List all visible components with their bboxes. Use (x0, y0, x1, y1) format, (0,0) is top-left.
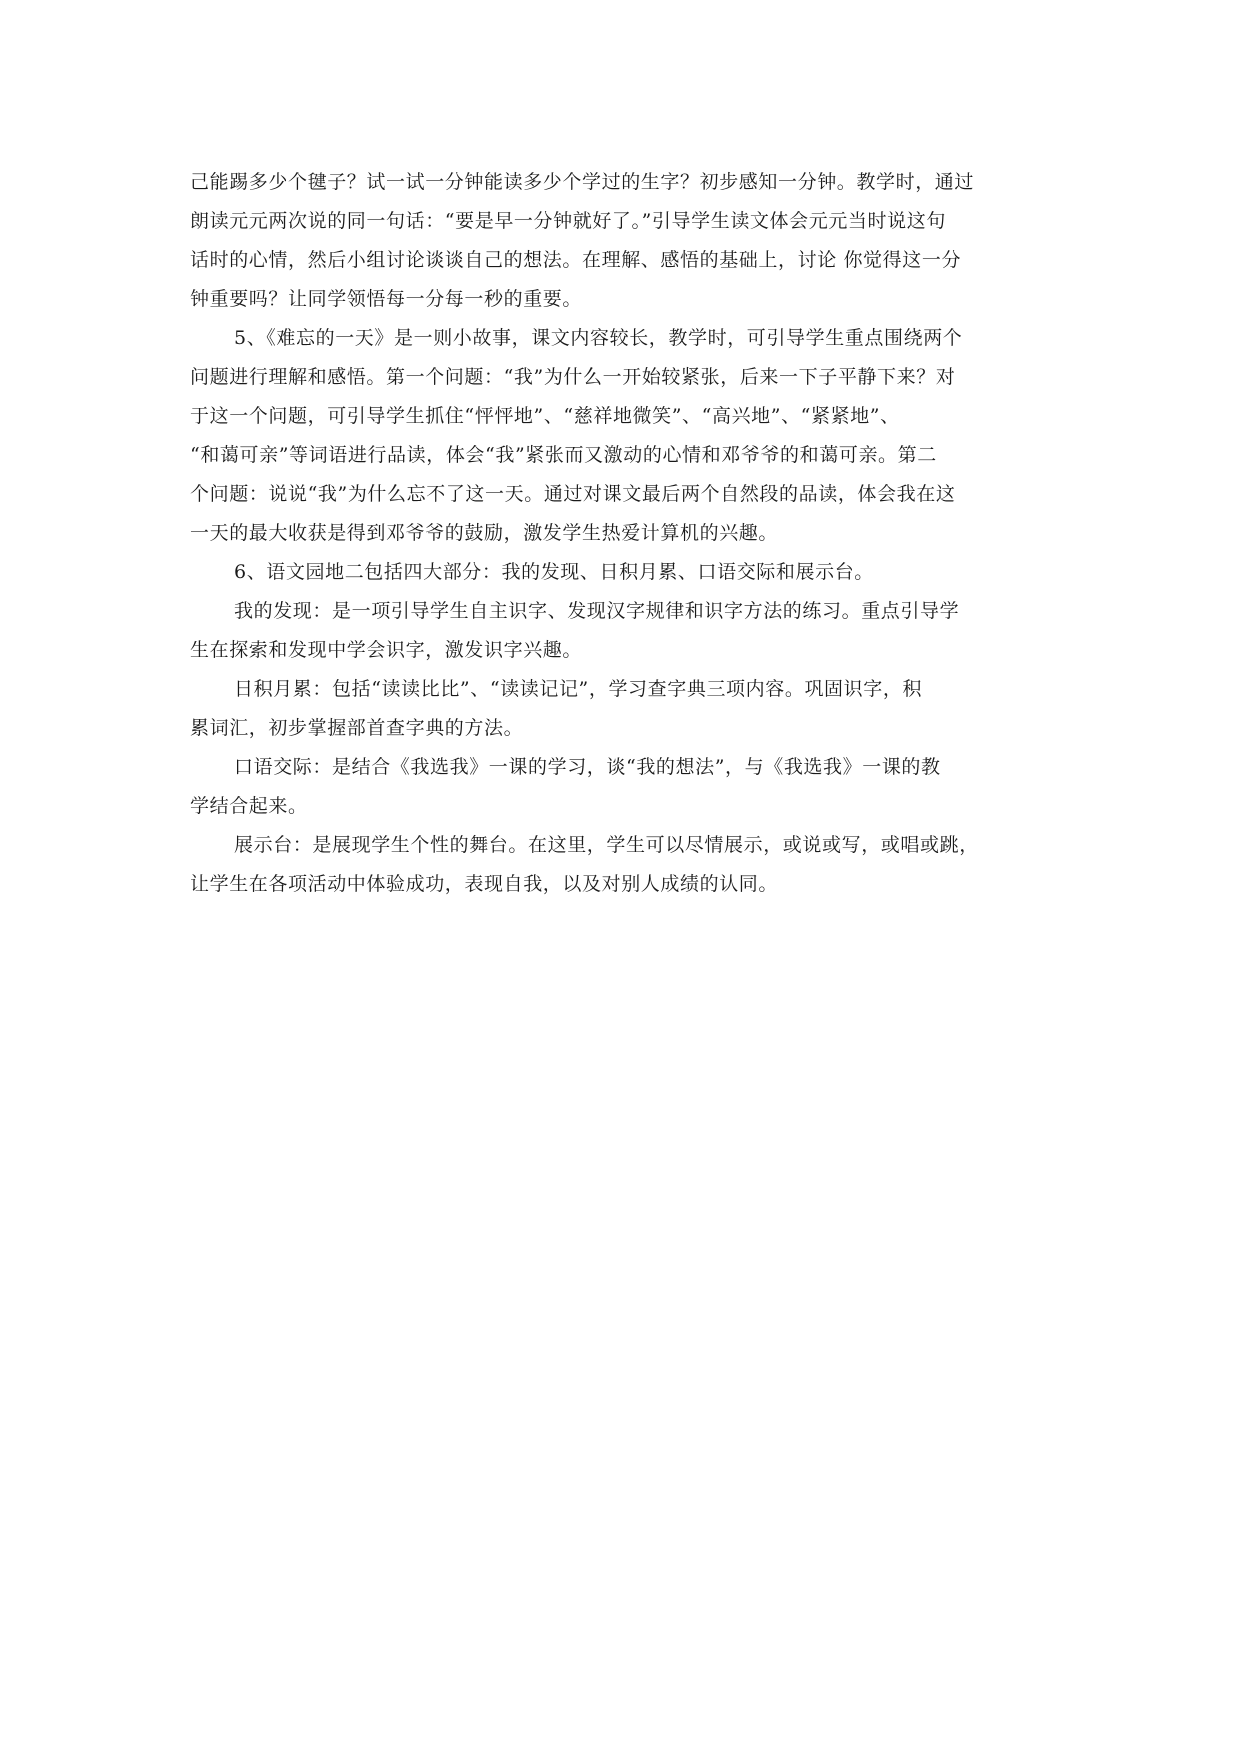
text-line: 学结合起来。 (190, 795, 308, 817)
paragraph-daily-accumulation (190, 670, 1052, 748)
paragraph-showcase (190, 826, 1052, 904)
text-line: 生在探索和发现中学会识字，激发识字兴趣。 (190, 639, 583, 661)
paragraph-my-discovery (190, 592, 1052, 670)
text-line: 6、语文园地二包括四大部分：我的发现、日积月累、口语交际和展示台。 (234, 561, 874, 583)
text-line: 一天的最大收获是得到邓爷爷的鼓励，激发学生热爱计算机的兴趣。 (190, 522, 779, 544)
text-line: 朗读元元两次说的同一句话：“要是早一分钟就好了。”引导学生读文体会元元当时说这句 (190, 210, 946, 232)
text-line: 5、《难忘的一天》是一则小故事，课文内容较长，教学时，可引导学生重点围绕两个 (234, 327, 963, 349)
paragraph-item-6 (190, 553, 1052, 592)
text-line: 口语交际：是结合《我选我》一课的学习，谈“我的想法”，与《我选我》一课的教 (234, 756, 941, 778)
text-line: 日积月累：包括“读读比比”、“读读记记”，学习查字典三项内容。巩固识字，积 (234, 678, 923, 700)
text-line: 累词汇，初步掌握部首查字典的方法。 (190, 717, 524, 739)
text-line: 个问题：说说“我”为什么忘不了这一天。通过对课文最后两个自然段的品读，体会我在这 (190, 483, 956, 505)
text-line: 让学生在各项活动中体验成功，表现自我，以及对别人成绩的认同。 (190, 873, 779, 895)
document-body (190, 163, 1052, 904)
text-line: 己能踢多少个毽子？试一试一分钟能读多少个学过的生字？初步感知一分钟。教学时，通过 (190, 171, 975, 193)
paragraph-oral-communication (190, 748, 1052, 826)
text-line: 于这一个问题，可引导学生抓住“怦怦地”、“慈祥地微笑”、“高兴地”、“紧紧地”、 (190, 405, 900, 427)
text-line: 展示台：是展现学生个性的舞台。在这里，学生可以尽情展示，或说或写，或唱或跳， (234, 834, 979, 856)
paragraph-item-5 (190, 319, 1052, 553)
text-line: “和蔼可亲”等词语进行品读，体会“我”紧张而又激动的心情和邓爷爷的和蔼可亲。第二 (190, 444, 937, 466)
text-line: 话时的心情，然后小组讨论谈谈自己的想法。在理解、感悟的基础上，讨论 你觉得这一分 (190, 249, 962, 271)
text-line: 问题进行理解和感悟。第一个问题：“我”为什么一开始较紧张，后来一下子平静下来？对 (190, 366, 956, 388)
text-line: 钟重要吗？让同学领悟每一分每一秒的重要。 (190, 288, 583, 310)
paragraph-continuation (190, 163, 1052, 319)
text-line: 我的发现：是一项引导学生自主识字、发现汉字规律和识字方法的练习。重点引导学 (234, 600, 960, 622)
